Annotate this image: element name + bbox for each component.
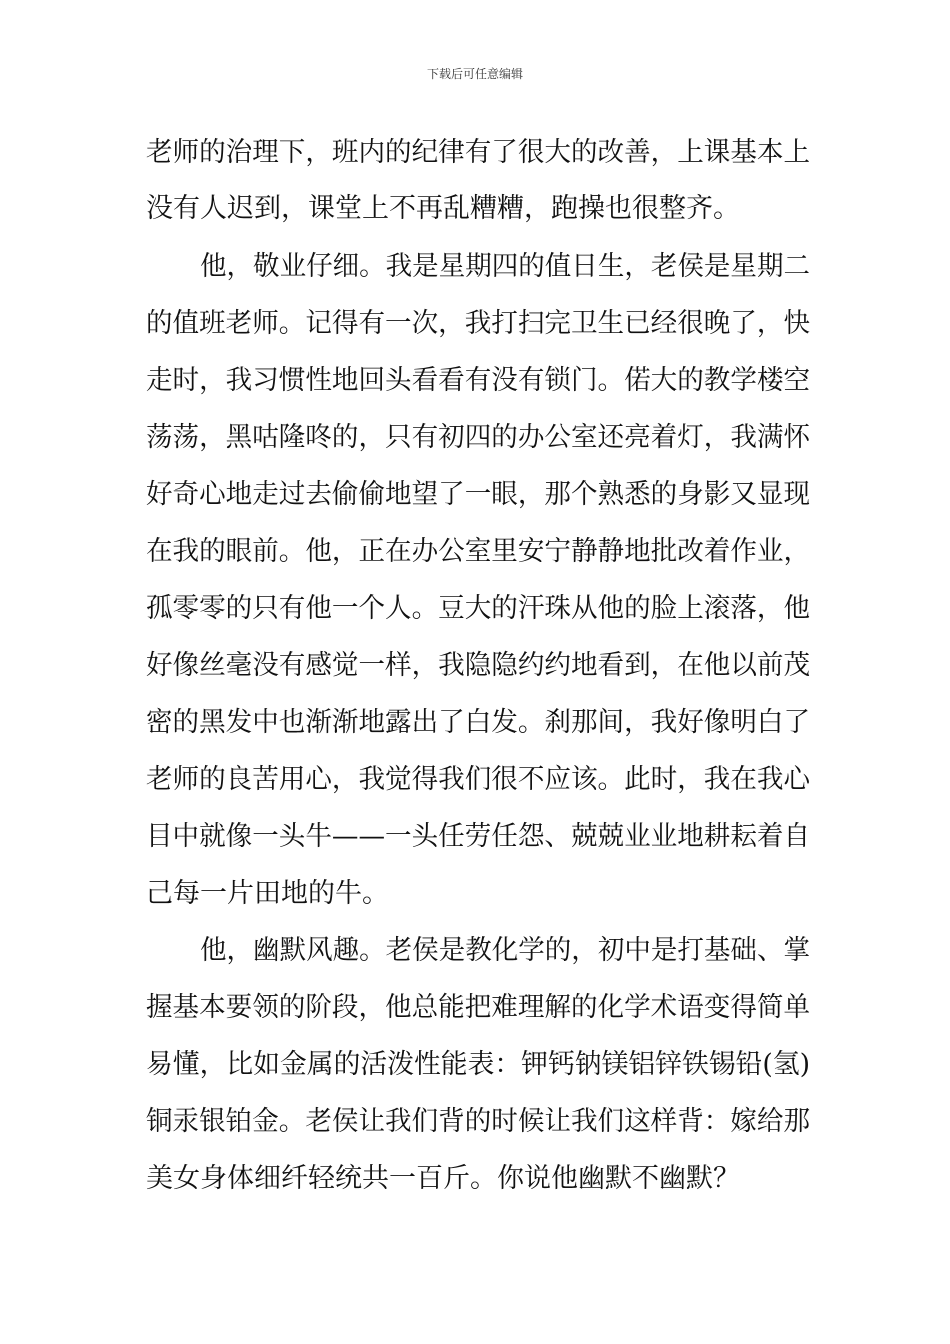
text-line: 好像丝毫没有感觉一样，我隐隐约约地看到，在他以前茂	[146, 650, 810, 681]
text-line: 铜汞银铂金。老侯让我们背的时候让我们这样背：嫁给那	[146, 1106, 810, 1137]
page-header: 下载后可任意编辑	[426, 67, 523, 81]
text-line: 老师的治理下，班内的纪律有了很大的改善，上课基本上	[146, 137, 810, 168]
text-line: 在我的眼前。他，正在办公室里安宁静静地批改着作业，	[146, 536, 810, 567]
text-line: 孤零零的只有他一个人。豆大的汗珠从他的脸上滚落，他	[146, 593, 810, 624]
text-line: 己每一片田地的牛。	[146, 878, 389, 909]
text-line: 的值班老师。记得有一次，我打扫完卫生已经很晚了，快	[146, 308, 810, 339]
text-line: 好奇心地走过去偷偷地望了一眼，那个熟悉的身影又显现	[146, 479, 810, 510]
paragraph-first-line: 他，幽默风趣。老侯是教化学的，初中是打基础、掌	[200, 935, 810, 966]
text-line: 易懂，比如金属的活泼性能表：钾钙钠镁铝锌铁锡铅(氢)	[146, 1049, 811, 1080]
text-line: 老师的良苦用心，我觉得我们很不应该。此时，我在我心	[146, 764, 810, 795]
text-line: 走时，我习惯性地回头看看有没有锁门。偌大的教学楼空	[146, 365, 810, 396]
text-line: 目中就像一头牛——一头任劳任怨、兢兢业业地耕耘着自	[146, 821, 810, 852]
text-line: 握基本要领的阶段，他总能把难理解的化学术语变得简单	[146, 992, 810, 1023]
paragraph-first-line: 他，敬业仔细。我是星期四的值日生，老侯是星期二	[200, 251, 810, 282]
text-line: 没有人迟到，课堂上不再乱糟糟，跑操也很整齐。	[146, 193, 740, 224]
text-line: 美女身体细纤轻统共一百斤。你说他幽默不幽默？	[146, 1163, 740, 1194]
text-line: 荡荡，黑咕隆咚的，只有初四的办公室还亮着灯，我满怀	[146, 422, 810, 453]
text-line: 密的黑发中也渐渐地露出了白发。刹那间，我好像明白了	[146, 707, 810, 738]
